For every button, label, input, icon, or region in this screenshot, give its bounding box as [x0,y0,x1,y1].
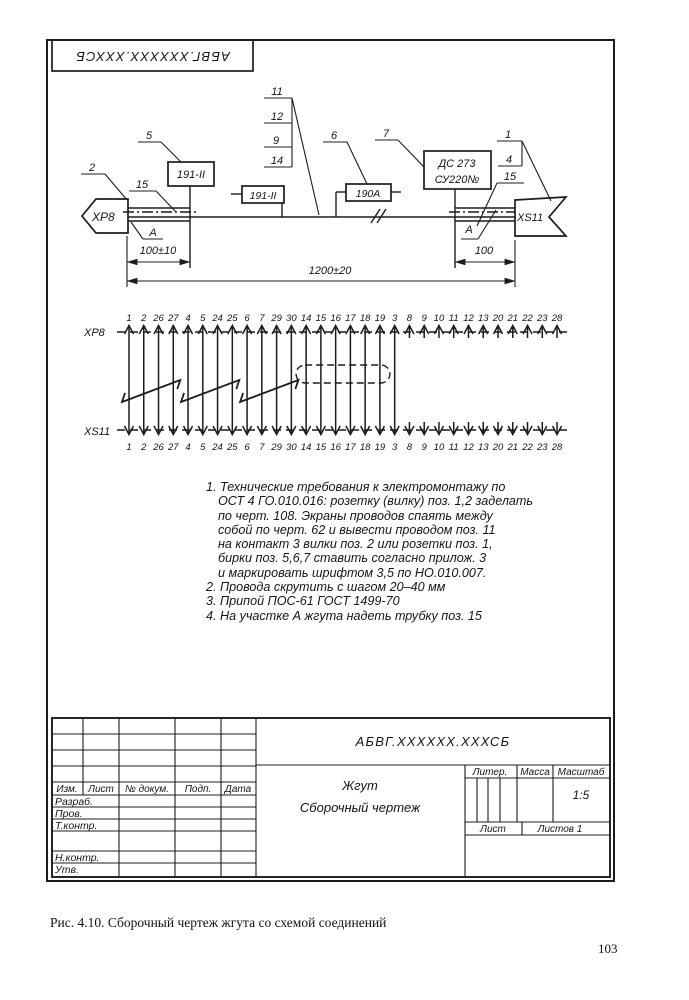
tb-row-tkontr: Т.контр. [55,820,98,832]
tb-row-nkontr: Н.контр. [55,852,100,864]
contact-number-bottom: 26 [153,442,164,453]
dimensions [127,236,515,287]
pos-label-7 [375,128,424,167]
tb-listov-value: Листов 1 [537,824,583,835]
contact-number-top: 6 [244,313,250,324]
section-a-right [461,210,496,239]
pos-5-text: 5 [145,130,153,142]
tag-191-ii-1-label: 191-II [176,169,206,181]
tech-note-line: ОСТ 4 ГО.010.016: розетку (вилку) поз. 1,2 заделать [218,494,534,509]
tb-liter-header: Литер. [472,767,508,778]
contact-number-top: 23 [536,313,548,324]
tb-masshtab-header: Масштаб [557,767,605,778]
contact-number-top: 7 [259,313,265,324]
contact-number-top: 17 [345,313,356,324]
tech-note-line: 1. Технические требования к электромонтажу по [206,480,506,494]
tech-note-line: 2. Провода скрутить с шагом 20–40 мм [206,580,446,595]
dim-1200-20-text: 1200±20 [308,265,352,277]
contact-number-top: 8 [406,313,413,324]
contact-number-top: 11 [448,313,459,324]
contact-number-bottom: 24 [212,442,223,453]
tb-designation: АБВГ.ХХХХХХ.ХХХСБ [355,734,511,749]
contact-number-top: 9 [421,313,427,324]
dim-100-text: 100 [474,245,494,257]
connector-xs11-label: XS11 [517,212,544,224]
tb-massa-header: Масса [520,767,550,778]
contact-number-bottom: 5 [200,442,206,453]
contact-number-bottom: 27 [167,442,179,453]
contact-number-top: 25 [227,313,238,324]
contact-number-top: 10 [433,313,445,324]
contact-number-top: 18 [359,313,371,324]
contact-number-top: 16 [330,313,341,324]
shield-outline [296,365,390,383]
pos-15l-text: 15 [135,179,149,191]
contact-number-bottom: 8 [406,442,413,453]
contact-number-top: 29 [271,313,282,324]
contact-number-top: 24 [212,313,223,324]
pos-7-text: 7 [382,128,390,140]
contact-number-bottom: 28 [551,442,563,453]
contact-number-bottom: 22 [522,442,533,453]
pos-1-text: 1 [504,129,512,141]
contact-number-bottom: 25 [227,442,238,453]
connector-xp8-label: XP8 [92,210,115,224]
contact-number-bottom: 1 [126,442,132,453]
contact-number-bottom: 14 [300,442,312,453]
title-block [52,718,610,877]
contact-number-top: 19 [374,313,386,324]
contact-number-top: 28 [551,313,563,324]
contact-number-top: 3 [392,313,398,324]
tb-col-podp: Подп. [184,784,212,795]
contact-number-bottom: 17 [345,442,356,453]
tag-191-ii-2-label: 191-II [249,190,277,202]
contact-number-bottom: 10 [433,442,445,453]
contact-number-bottom: 3 [392,442,398,453]
twist-symbol [240,380,298,402]
contact-number-bottom: 16 [330,442,341,453]
tb-col-dokum: № докум. [124,784,170,795]
device-line2: СУ220№ [434,174,480,186]
drawing-frame [47,40,614,881]
pos-9-text: 9 [272,135,280,147]
pos-2-text: 2 [88,162,96,174]
conn-xp8-label: XP8 [84,327,105,339]
tech-note-line: собой по черт. 62 и вывести проводом поз. 11 [218,522,496,537]
contact-number-bottom: 15 [315,442,327,453]
technical-notes [206,480,566,623]
figure-caption: Рис. 4.10. Сборочный чертеж жгута со схемой соединений [50,915,387,930]
section-a-left [131,222,163,239]
device-line1: ДС 273 [438,158,476,170]
connection-diagram [83,313,570,453]
contact-number-bottom: 7 [259,442,265,453]
contact-number-top: 27 [167,313,179,324]
twist-symbol [122,380,180,402]
connection-diagram-wires [122,313,563,453]
tb-list-header: Лист [480,824,506,835]
contact-number-top: 15 [315,313,327,324]
tb-scale-value: 1:5 [572,788,590,802]
tb-row-prov: Пров. [55,808,83,820]
contact-number-bottom: 13 [477,442,489,453]
contact-number-top: 22 [522,313,533,324]
tb-row-razrab: Разраб. [55,796,93,808]
contact-number-bottom: 6 [244,442,250,453]
contact-number-top: 4 [185,313,191,324]
contact-number-bottom: 4 [185,442,191,453]
contact-number-top: 5 [200,313,206,324]
contact-number-bottom: 21 [507,442,519,453]
pos-6-text: 6 [330,130,338,142]
tech-note-line: на контакт 3 вилки поз. 2 или розетки поз. 1, [218,537,493,552]
contact-number-top: 2 [141,313,147,324]
contact-number-bottom: 11 [448,442,459,453]
tag-190a-label: 190A [355,188,381,200]
contact-number-bottom: 23 [536,442,548,453]
contact-number-bottom: 30 [286,442,297,453]
section-a-left-text: A [149,227,157,239]
contact-number-top: 13 [477,313,489,324]
pos-label-1-4 [497,129,551,201]
contact-number-top: 30 [286,313,297,324]
tech-note-line: по черт. 108. Экраны проводов спаять между [218,508,493,523]
pos-12-text: 12 [270,111,284,123]
dim-100-10-text: 100±10 [139,245,177,257]
contact-number-bottom: 2 [141,442,147,453]
page-number: 103 [598,941,618,956]
pos-4-text: 4 [505,154,513,166]
contact-number-bottom: 20 [492,442,504,453]
tb-col-izm: Изм. [56,784,78,795]
tech-note-line: и маркировать шрифтом 3,5 по НО.010.007. [218,565,487,580]
tb-col-data: Дата [224,784,252,795]
contact-number-top: 1 [126,313,132,324]
contact-number-bottom: 19 [374,442,386,453]
tb-col-list: Лист [88,784,114,795]
contact-number-top: 12 [463,313,474,324]
conn-xs11-label: XS11 [84,426,111,438]
contact-number-top: 14 [300,313,312,324]
tb-doc-type: Сборочный чертеж [299,800,421,815]
pos-15r-text: 15 [503,171,517,183]
tech-note-line: 3. Припой ПОС-61 ГОСТ 1499-70 [206,594,400,609]
tag-190a [336,184,401,217]
tech-note-line: 4. На участке А жгута надеть трубку поз. 15 [206,608,482,623]
stamp-designation: АБВГ.ХХХХХХ.ХХХСБ [75,49,230,64]
contact-number-top: 21 [507,313,519,324]
pos-label-5 [138,130,181,162]
pos-11-text: 11 [271,86,283,98]
position-leaders [81,86,551,239]
pos-14-text: 14 [270,155,284,167]
tag-191-ii-2 [231,186,284,217]
pos-label-2 [81,162,127,200]
section-a-right-text: A [465,224,473,236]
contact-number-bottom: 9 [421,442,427,453]
contact-number-top: 26 [153,313,164,324]
pos-label-6 [323,130,367,184]
break-symbol [371,209,386,223]
tb-row-utv: Утв. [55,864,79,876]
pos-label-15-left [129,179,176,212]
contact-number-bottom: 18 [359,442,371,453]
stamp-block [52,40,253,71]
tb-doc-name: Жгут [342,778,378,793]
contact-number-top: 20 [492,313,504,324]
contact-number-bottom: 29 [271,442,282,453]
twist-symbol [181,380,239,402]
contact-number-bottom: 12 [463,442,474,453]
tech-note-line: бирки поз. 5,6,7 ставить согласно прилож. 3 [218,551,487,566]
